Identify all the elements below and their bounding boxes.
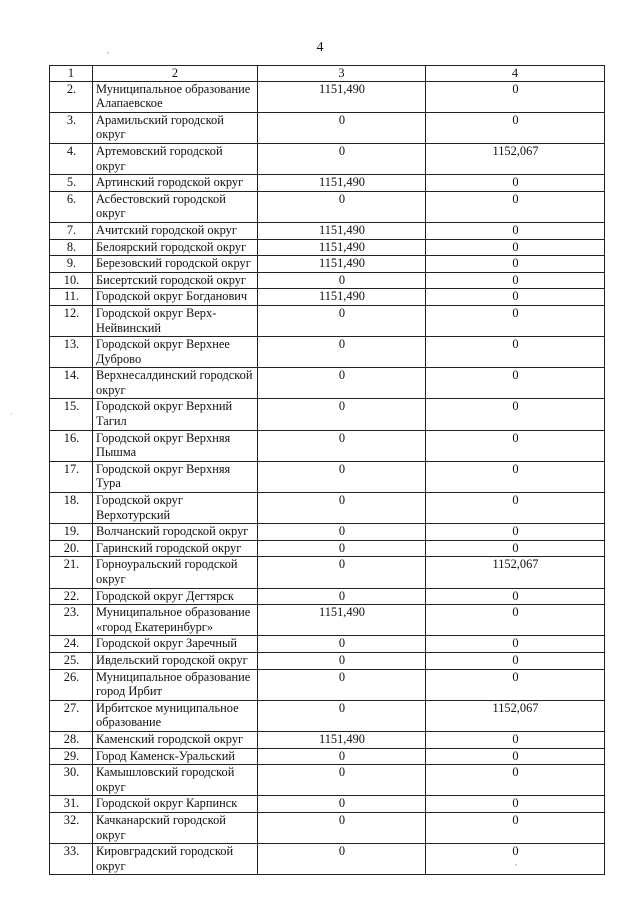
- value-col3-cell: 1151,490: [258, 239, 426, 256]
- table-row: [50, 430, 605, 461]
- value-col4-cell: 0: [426, 256, 605, 273]
- municipality-cell: Муниципальное образование «город Екатеринбург»: [93, 605, 258, 636]
- header-cell: 3: [258, 66, 426, 82]
- row-number-cell: 9.: [50, 256, 93, 273]
- table-row: [50, 669, 605, 700]
- municipality-cell: Городской округ Верхнее Дуброво: [93, 337, 258, 368]
- table-row: [50, 540, 605, 557]
- table-row: [50, 289, 605, 306]
- table-row: [50, 461, 605, 492]
- value-col4-cell: 0: [426, 191, 605, 222]
- municipality-cell: Артинский городской округ: [93, 175, 258, 192]
- value-col3-cell: 0: [258, 669, 426, 700]
- municipality-cell: Городской округ Богданович: [93, 289, 258, 306]
- value-col4-cell: 0: [426, 731, 605, 748]
- row-number-cell: 27.: [50, 700, 93, 731]
- row-number-cell: 11.: [50, 289, 93, 306]
- table-row: [50, 239, 605, 256]
- value-col3-cell: 0: [258, 305, 426, 336]
- value-col3-cell: 0: [258, 636, 426, 653]
- value-col3-cell: 0: [258, 748, 426, 765]
- value-col4-cell: 0: [426, 305, 605, 336]
- row-number-cell: 3.: [50, 112, 93, 143]
- municipality-cell: Городской округ Верхняя Пышма: [93, 430, 258, 461]
- value-col4-cell: 0: [426, 652, 605, 669]
- municipality-cell: Ирбитское муниципальное образование: [93, 700, 258, 731]
- municipality-cell: Ивдельский городской округ: [93, 652, 258, 669]
- municipality-cell: Каменский городской округ: [93, 731, 258, 748]
- municipality-cell: Городской округ Карпинск: [93, 796, 258, 813]
- table-row: [50, 557, 605, 588]
- municipality-cell: Городской округ Верх-Нейвинский: [93, 305, 258, 336]
- value-col3-cell: 0: [258, 399, 426, 430]
- value-col3-cell: 0: [258, 191, 426, 222]
- scan-speck: ·: [10, 410, 13, 419]
- value-col3-cell: 0: [258, 765, 426, 796]
- municipality-cell: Гаринский городской округ: [93, 540, 258, 557]
- value-col4-cell: 0: [426, 605, 605, 636]
- value-col3-cell: 0: [258, 493, 426, 524]
- row-number-cell: 8.: [50, 239, 93, 256]
- value-col4-cell: 1152,067: [426, 700, 605, 731]
- table-row: [50, 143, 605, 174]
- value-col4-cell: 0: [426, 461, 605, 492]
- table-row: [50, 191, 605, 222]
- municipality-cell: Город Каменск-Уральский: [93, 748, 258, 765]
- table-row: [50, 399, 605, 430]
- table-row: [50, 844, 605, 875]
- value-col4-cell: 0: [426, 81, 605, 112]
- municipality-cell: Городской округ Дегтярск: [93, 588, 258, 605]
- row-number-cell: 14.: [50, 368, 93, 399]
- value-col3-cell: 0: [258, 143, 426, 174]
- municipality-cell: Волчанский городской округ: [93, 524, 258, 541]
- row-number-cell: 15.: [50, 399, 93, 430]
- value-col3-cell: 0: [258, 652, 426, 669]
- table-row: [50, 272, 605, 289]
- value-col4-cell: 0: [426, 748, 605, 765]
- header-cell: 1: [50, 66, 93, 82]
- row-number-cell: 10.: [50, 272, 93, 289]
- value-col4-cell: 0: [426, 399, 605, 430]
- table-row: [50, 524, 605, 541]
- row-number-cell: 22.: [50, 588, 93, 605]
- table-row: [50, 748, 605, 765]
- row-number-cell: 6.: [50, 191, 93, 222]
- value-col4-cell: 0: [426, 337, 605, 368]
- table-row: [50, 636, 605, 653]
- row-number-cell: 20.: [50, 540, 93, 557]
- row-number-cell: 4.: [50, 143, 93, 174]
- table-row: [50, 796, 605, 813]
- table-row: [50, 493, 605, 524]
- row-number-cell: 19.: [50, 524, 93, 541]
- row-number-cell: 28.: [50, 731, 93, 748]
- row-number-cell: 25.: [50, 652, 93, 669]
- table-row: [50, 112, 605, 143]
- table-row: [50, 588, 605, 605]
- municipality-cell: Камышловский городской округ: [93, 765, 258, 796]
- value-col4-cell: 1152,067: [426, 143, 605, 174]
- table-row: [50, 305, 605, 336]
- value-col3-cell: 0: [258, 112, 426, 143]
- table-row: [50, 812, 605, 843]
- row-number-cell: 13.: [50, 337, 93, 368]
- row-number-cell: 21.: [50, 557, 93, 588]
- municipality-cell: Городской округ Верхний Тагил: [93, 399, 258, 430]
- value-col3-cell: 0: [258, 540, 426, 557]
- row-number-cell: 23.: [50, 605, 93, 636]
- table-row: [50, 81, 605, 112]
- value-col3-cell: 1151,490: [258, 731, 426, 748]
- table-row: [50, 700, 605, 731]
- value-col3-cell: 0: [258, 368, 426, 399]
- row-number-cell: 26.: [50, 669, 93, 700]
- value-col3-cell: 1151,490: [258, 289, 426, 306]
- value-col3-cell: 0: [258, 700, 426, 731]
- value-col3-cell: 1151,490: [258, 605, 426, 636]
- value-col4-cell: 0: [426, 112, 605, 143]
- page-number: 4: [316, 40, 324, 55]
- row-number-cell: 33.: [50, 844, 93, 875]
- value-col4-cell: 0: [426, 175, 605, 192]
- value-col4-cell: 0: [426, 289, 605, 306]
- row-number-cell: 16.: [50, 430, 93, 461]
- value-col4-cell: 0: [426, 524, 605, 541]
- table-row: [50, 731, 605, 748]
- row-number-cell: 17.: [50, 461, 93, 492]
- value-col3-cell: 0: [258, 524, 426, 541]
- value-col3-cell: 1151,490: [258, 222, 426, 239]
- value-col4-cell: 0: [426, 368, 605, 399]
- value-col3-cell: 0: [258, 588, 426, 605]
- municipality-cell: Муниципальное образование Алапаевское: [93, 81, 258, 112]
- value-col4-cell: 1152,067: [426, 557, 605, 588]
- table-body: [50, 66, 605, 875]
- value-col3-cell: 0: [258, 796, 426, 813]
- table-row: [50, 605, 605, 636]
- table-row: [50, 765, 605, 796]
- table-row: [50, 337, 605, 368]
- value-col3-cell: 0: [258, 430, 426, 461]
- row-number-cell: 12.: [50, 305, 93, 336]
- municipality-cell: Верхнесалдинский городской округ: [93, 368, 258, 399]
- value-col4-cell: 0: [426, 239, 605, 256]
- value-col3-cell: 1151,490: [258, 256, 426, 273]
- row-number-cell: 2.: [50, 81, 93, 112]
- municipality-cell: Качканарский городской округ: [93, 812, 258, 843]
- value-col4-cell: 0: [426, 430, 605, 461]
- scan-speck: ,: [515, 858, 517, 867]
- scan-speck: ,: [107, 46, 109, 55]
- value-col4-cell: 0: [426, 540, 605, 557]
- value-col3-cell: 1151,490: [258, 81, 426, 112]
- table-row: [50, 652, 605, 669]
- municipality-cell: Городской округ Верхотурский: [93, 493, 258, 524]
- row-number-cell: 30.: [50, 765, 93, 796]
- value-col4-cell: 0: [426, 796, 605, 813]
- municipality-cell: Арамильский городской округ: [93, 112, 258, 143]
- table-row: [50, 256, 605, 273]
- allocation-table: [49, 65, 605, 875]
- municipality-cell: Березовский городской округ: [93, 256, 258, 273]
- row-number-cell: 32.: [50, 812, 93, 843]
- value-col4-cell: 0: [426, 272, 605, 289]
- municipality-cell: Бисертский городской округ: [93, 272, 258, 289]
- value-col4-cell: 0: [426, 493, 605, 524]
- municipality-cell: Городской округ Верхняя Тура: [93, 461, 258, 492]
- value-col4-cell: 0: [426, 765, 605, 796]
- row-number-cell: 5.: [50, 175, 93, 192]
- value-col3-cell: 0: [258, 337, 426, 368]
- table-row: [50, 368, 605, 399]
- municipality-cell: Асбестовский городской округ: [93, 191, 258, 222]
- municipality-cell: Горноуральский городской округ: [93, 557, 258, 588]
- municipality-cell: Артемовский городской округ: [93, 143, 258, 174]
- value-col3-cell: 0: [258, 557, 426, 588]
- row-number-cell: 24.: [50, 636, 93, 653]
- value-col4-cell: 0: [426, 812, 605, 843]
- value-col4-cell: 0: [426, 844, 605, 875]
- value-col3-cell: 0: [258, 272, 426, 289]
- table-row: [50, 222, 605, 239]
- row-number-cell: 18.: [50, 493, 93, 524]
- header-cell: 4: [426, 66, 605, 82]
- value-col3-cell: 0: [258, 844, 426, 875]
- value-col3-cell: 1151,490: [258, 175, 426, 192]
- table-row: [50, 175, 605, 192]
- table-header-row: [50, 66, 605, 82]
- value-col3-cell: 0: [258, 461, 426, 492]
- row-number-cell: 31.: [50, 796, 93, 813]
- value-col4-cell: 0: [426, 636, 605, 653]
- row-number-cell: 7.: [50, 222, 93, 239]
- value-col4-cell: 0: [426, 588, 605, 605]
- municipality-cell: Муниципальное образование город Ирбит: [93, 669, 258, 700]
- municipality-cell: Городской округ Заречный: [93, 636, 258, 653]
- value-col4-cell: 0: [426, 669, 605, 700]
- municipality-cell: Ачитский городской округ: [93, 222, 258, 239]
- municipality-cell: Кировградский городской округ: [93, 844, 258, 875]
- row-number-cell: 29.: [50, 748, 93, 765]
- header-cell: 2: [93, 66, 258, 82]
- value-col4-cell: 0: [426, 222, 605, 239]
- value-col3-cell: 0: [258, 812, 426, 843]
- municipality-cell: Белоярский городской округ: [93, 239, 258, 256]
